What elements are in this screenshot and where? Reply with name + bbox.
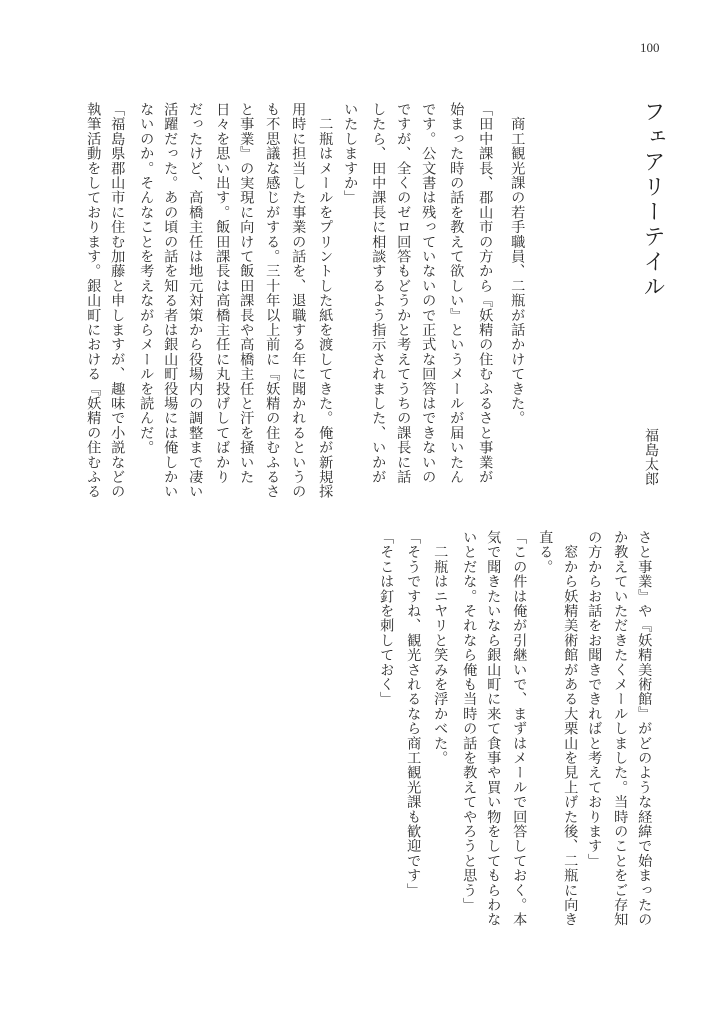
text-column: も不思議な感じがする。三十年以上前に『妖精の住むふるさ xyxy=(264,102,281,499)
text-column: と事業』の実現に向けて飯田課長や高橋主任と汗を掻いた xyxy=(238,102,255,485)
text-column: 日々を思い出す。飯田課長は高橋主任に丸投げしてばかり xyxy=(214,102,231,485)
text-column: いたしますか」 xyxy=(342,102,359,205)
text-column: 直る。 xyxy=(537,530,554,575)
text-column: 活躍だった。あの頃の話を知る者は銀山町役場には俺しかい xyxy=(162,102,179,499)
text-column: か教えていただきたくメールしました。当時のことをご存知 xyxy=(612,530,629,927)
text-column: したら、田中課長に相談するよう指示されました、いかが xyxy=(370,102,387,485)
text-column: 用時に担当した事業の話を、退職する年に聞かれるというの xyxy=(290,102,307,499)
text-column: 始まった時の話を教えて欲しい』というメールが届いたん xyxy=(448,102,465,485)
text-column: 二瓶はメールをプリントした紙を渡してきた。俺が新規採 xyxy=(317,102,334,499)
text-column: 「この件は俺が引継いで、まずはメールで回答しておく。本 xyxy=(511,530,528,927)
text-column: 「田中課長、郡山市の方から『妖精の住むふるさと事業が xyxy=(477,102,494,485)
page-number: 100 xyxy=(640,40,660,55)
text-column: 「福島県郡山市に住む加藤と申しますが、趣味で小説などの xyxy=(109,102,126,499)
text-column: 執筆活動をしております。銀山町における『妖精の住むふる xyxy=(85,102,102,499)
text-column: さと事業』や『妖精美術館』がどのような経緯で始まったの xyxy=(636,530,653,927)
story-title: フェアリーテイル xyxy=(640,100,665,300)
text-column: いとだな。それなら俺も当時の話を教えてやろうと思う」 xyxy=(461,530,478,913)
text-column: です。公文書は残っていないので正式な回答はできないの xyxy=(420,102,437,485)
text-column: 「そうですね、観光されるなら商工観光課も歓迎です」 xyxy=(405,530,422,898)
author-name: 福島太郎 xyxy=(643,428,659,486)
text-column: 窓から妖精美術館がある大栗山を見上げた後、二瓶に向き xyxy=(562,530,579,927)
text-column: 商工観光課の若手職員、二瓶が話かけてきた。 xyxy=(509,102,526,426)
text-column: だったけど、高橋主任は地元対策から役場内の調整まで凄い xyxy=(187,102,204,499)
text-column: 二瓶はニヤリと笑みを浮かべた。 xyxy=(432,530,449,766)
text-column: の方からお話をお聞きできればと考えております」 xyxy=(586,530,603,869)
text-column: ないのか。そんなことを考えながらメールを読んだ。 xyxy=(138,102,155,455)
text-column: 気で聞きたいなら銀山町に来て食事や買い物をしてもらわな xyxy=(485,530,502,927)
text-column: 「そこは釘を刺しておく」 xyxy=(378,530,395,707)
text-column: ですが、全くのゼロ回答もどうかと考えてうちの課長に話 xyxy=(395,102,412,485)
